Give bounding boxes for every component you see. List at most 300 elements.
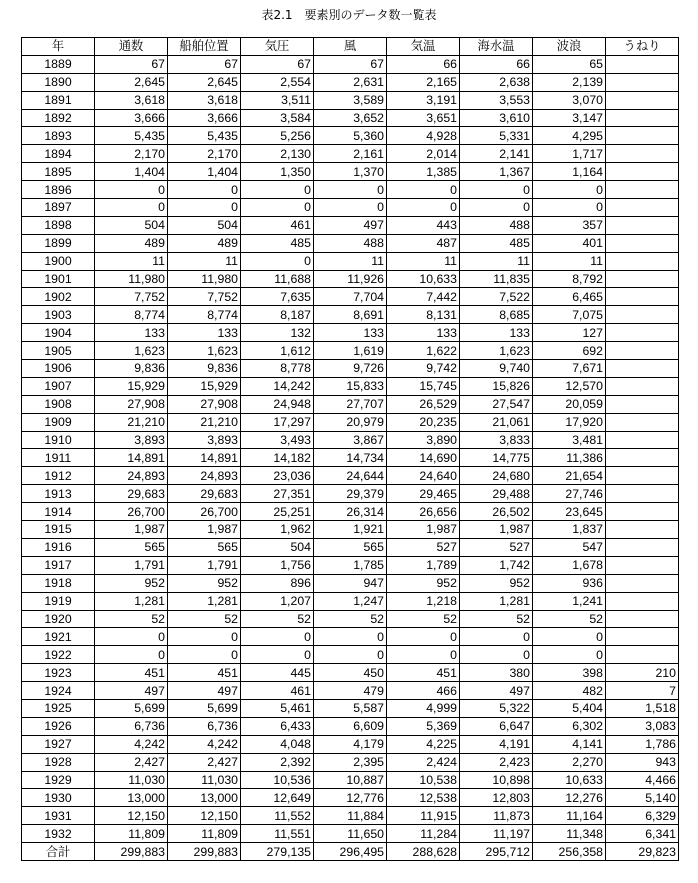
- pressure-cell: 11,551: [241, 825, 314, 843]
- air-temp-cell: 10,633: [387, 270, 460, 288]
- sea-temp-cell: 527: [460, 538, 533, 556]
- count-cell: 565: [95, 538, 168, 556]
- air-temp-cell: 2,014: [387, 145, 460, 163]
- wind-cell: 26,314: [314, 503, 387, 521]
- ship-position-cell: 0: [168, 199, 241, 217]
- year-cell: 1907: [22, 377, 95, 395]
- air-temp-cell: 52: [387, 610, 460, 628]
- count-cell: 0: [95, 646, 168, 664]
- swell-cell: [606, 467, 679, 485]
- year-cell: 1913: [22, 485, 95, 503]
- swell-cell: 1,518: [606, 699, 679, 717]
- swell-cell: [606, 592, 679, 610]
- table-row: [22, 521, 679, 539]
- pressure-cell: 0: [241, 252, 314, 270]
- column-header-swell: うねり: [606, 38, 679, 56]
- wind-cell: 5,587: [314, 699, 387, 717]
- wind-cell: 565: [314, 538, 387, 556]
- year-cell: 1902: [22, 288, 95, 306]
- air-temp-cell: 952: [387, 574, 460, 592]
- year-cell: 1911: [22, 449, 95, 467]
- sea-temp-cell: 0: [460, 181, 533, 199]
- total-air-temp-cell: 288,628: [387, 843, 460, 861]
- waves-cell: 17,920: [533, 413, 606, 431]
- air-temp-cell: 1,218: [387, 592, 460, 610]
- total-swell-cell: 29,823: [606, 843, 679, 861]
- ship-position-cell: 27,908: [168, 395, 241, 413]
- pressure-cell: 10,536: [241, 771, 314, 789]
- year-cell: 1890: [22, 73, 95, 91]
- waves-cell: 0: [533, 199, 606, 217]
- wind-cell: 947: [314, 574, 387, 592]
- count-cell: 24,893: [95, 467, 168, 485]
- column-header-air-temp: 気温: [387, 38, 460, 56]
- year-cell: 1932: [22, 825, 95, 843]
- sea-temp-cell: 488: [460, 216, 533, 234]
- pressure-cell: 2,130: [241, 145, 314, 163]
- pressure-cell: 1,962: [241, 521, 314, 539]
- sea-temp-cell: 8,685: [460, 306, 533, 324]
- count-cell: 9,836: [95, 360, 168, 378]
- pressure-cell: 25,251: [241, 503, 314, 521]
- count-cell: 2,170: [95, 145, 168, 163]
- pressure-cell: 5,461: [241, 699, 314, 717]
- swell-cell: [606, 181, 679, 199]
- year-cell: 1891: [22, 91, 95, 109]
- table-row: [22, 288, 679, 306]
- waves-cell: 1,678: [533, 556, 606, 574]
- count-cell: 12,150: [95, 807, 168, 825]
- sea-temp-cell: 9,740: [460, 360, 533, 378]
- sea-temp-cell: 133: [460, 324, 533, 342]
- swell-cell: [606, 360, 679, 378]
- ship-position-cell: 21,210: [168, 413, 241, 431]
- waves-cell: 547: [533, 538, 606, 556]
- count-cell: 0: [95, 628, 168, 646]
- ship-position-cell: 11,030: [168, 771, 241, 789]
- waves-cell: 20,059: [533, 395, 606, 413]
- pressure-cell: 4,048: [241, 735, 314, 753]
- pressure-cell: 445: [241, 664, 314, 682]
- waves-cell: 11,348: [533, 825, 606, 843]
- count-cell: 29,683: [95, 485, 168, 503]
- year-cell: 1914: [22, 503, 95, 521]
- pressure-cell: 8,187: [241, 306, 314, 324]
- waves-cell: 398: [533, 664, 606, 682]
- wind-cell: 1,921: [314, 521, 387, 539]
- air-temp-cell: 1,622: [387, 342, 460, 360]
- count-cell: 1,623: [95, 342, 168, 360]
- sea-temp-cell: 497: [460, 682, 533, 700]
- ship-position-cell: 11,980: [168, 270, 241, 288]
- air-temp-cell: 20,235: [387, 413, 460, 431]
- wind-cell: 2,395: [314, 753, 387, 771]
- swell-cell: [606, 395, 679, 413]
- table-row: [22, 503, 679, 521]
- sea-temp-cell: 11,197: [460, 825, 533, 843]
- wind-cell: 3,589: [314, 91, 387, 109]
- swell-cell: 6,341: [606, 825, 679, 843]
- air-temp-cell: 14,690: [387, 449, 460, 467]
- total-sea-temp-cell: 295,712: [460, 843, 533, 861]
- sea-temp-cell: 7,522: [460, 288, 533, 306]
- air-temp-cell: 2,424: [387, 753, 460, 771]
- table-row: [22, 181, 679, 199]
- waves-cell: 7,671: [533, 360, 606, 378]
- air-temp-cell: 5,369: [387, 717, 460, 735]
- count-cell: 13,000: [95, 789, 168, 807]
- waves-cell: 10,633: [533, 771, 606, 789]
- wind-cell: 450: [314, 664, 387, 682]
- air-temp-cell: 11: [387, 252, 460, 270]
- swell-cell: [606, 252, 679, 270]
- air-temp-cell: 0: [387, 199, 460, 217]
- pressure-cell: 3,493: [241, 431, 314, 449]
- pressure-cell: 3,584: [241, 109, 314, 127]
- waves-cell: 3,481: [533, 431, 606, 449]
- year-cell: 1894: [22, 145, 95, 163]
- column-header-ship-position: 船舶位置: [168, 38, 241, 56]
- waves-cell: 12,276: [533, 789, 606, 807]
- swell-cell: [606, 199, 679, 217]
- sea-temp-cell: 10,898: [460, 771, 533, 789]
- swell-cell: [606, 91, 679, 109]
- air-temp-cell: 133: [387, 324, 460, 342]
- sea-temp-cell: 485: [460, 234, 533, 252]
- count-cell: 1,987: [95, 521, 168, 539]
- table-row: [22, 145, 679, 163]
- pressure-cell: 2,392: [241, 753, 314, 771]
- count-cell: 2,645: [95, 73, 168, 91]
- pressure-cell: 461: [241, 216, 314, 234]
- waves-cell: 1,241: [533, 592, 606, 610]
- year-cell: 1924: [22, 682, 95, 700]
- table-row: [22, 431, 679, 449]
- ship-position-cell: 26,700: [168, 503, 241, 521]
- ship-position-cell: 3,893: [168, 431, 241, 449]
- pressure-cell: 3,511: [241, 91, 314, 109]
- sea-temp-cell: 0: [460, 646, 533, 664]
- swell-cell: 7: [606, 682, 679, 700]
- swell-cell: [606, 324, 679, 342]
- air-temp-cell: 4,928: [387, 127, 460, 145]
- ship-position-cell: 11,809: [168, 825, 241, 843]
- pressure-cell: 67: [241, 55, 314, 73]
- ship-position-cell: 52: [168, 610, 241, 628]
- waves-cell: 401: [533, 234, 606, 252]
- count-cell: 27,908: [95, 395, 168, 413]
- sea-temp-cell: 21,061: [460, 413, 533, 431]
- year-cell: 1928: [22, 753, 95, 771]
- table-row: [22, 73, 679, 91]
- wind-cell: 479: [314, 682, 387, 700]
- waves-cell: 27,746: [533, 485, 606, 503]
- ship-position-cell: 3,618: [168, 91, 241, 109]
- waves-cell: 357: [533, 216, 606, 234]
- sea-temp-cell: 1,281: [460, 592, 533, 610]
- wind-cell: 8,691: [314, 306, 387, 324]
- ship-position-cell: 4,242: [168, 735, 241, 753]
- ship-position-cell: 497: [168, 682, 241, 700]
- waves-cell: 11: [533, 252, 606, 270]
- air-temp-cell: 26,656: [387, 503, 460, 521]
- swell-cell: [606, 503, 679, 521]
- wind-cell: 29,379: [314, 485, 387, 503]
- table-row: [22, 485, 679, 503]
- wind-cell: 11: [314, 252, 387, 270]
- year-cell: 1892: [22, 109, 95, 127]
- waves-cell: 11,386: [533, 449, 606, 467]
- swell-cell: [606, 431, 679, 449]
- air-temp-cell: 443: [387, 216, 460, 234]
- pressure-cell: 5,256: [241, 127, 314, 145]
- table-row: [22, 413, 679, 431]
- swell-cell: 1,786: [606, 735, 679, 753]
- air-temp-cell: 26,529: [387, 395, 460, 413]
- wind-cell: 67: [314, 55, 387, 73]
- swell-cell: [606, 521, 679, 539]
- wind-cell: 6,609: [314, 717, 387, 735]
- count-cell: 21,210: [95, 413, 168, 431]
- table-row: [22, 807, 679, 825]
- count-cell: 952: [95, 574, 168, 592]
- wind-cell: 3,652: [314, 109, 387, 127]
- swell-cell: [606, 413, 679, 431]
- pressure-cell: 24,948: [241, 395, 314, 413]
- sea-temp-cell: 24,680: [460, 467, 533, 485]
- pressure-cell: 6,433: [241, 717, 314, 735]
- ship-position-cell: 7,752: [168, 288, 241, 306]
- year-cell: 1923: [22, 664, 95, 682]
- year-cell: 1898: [22, 216, 95, 234]
- data-table: [21, 37, 679, 861]
- table-row: [22, 664, 679, 682]
- air-temp-cell: 66: [387, 55, 460, 73]
- wind-cell: 20,979: [314, 413, 387, 431]
- table-row: [22, 628, 679, 646]
- year-cell: 1900: [22, 252, 95, 270]
- swell-cell: [606, 216, 679, 234]
- pressure-cell: 14,182: [241, 449, 314, 467]
- pressure-cell: 14,242: [241, 377, 314, 395]
- waves-cell: 692: [533, 342, 606, 360]
- air-temp-cell: 527: [387, 538, 460, 556]
- count-cell: 2,427: [95, 753, 168, 771]
- year-cell: 1925: [22, 699, 95, 717]
- pressure-cell: 1,350: [241, 163, 314, 181]
- ship-position-cell: 13,000: [168, 789, 241, 807]
- swell-cell: [606, 377, 679, 395]
- air-temp-cell: 1,987: [387, 521, 460, 539]
- count-cell: 52: [95, 610, 168, 628]
- sea-temp-cell: 29,488: [460, 485, 533, 503]
- waves-cell: 3,070: [533, 91, 606, 109]
- column-header-year: 年: [22, 38, 95, 56]
- ship-position-cell: 133: [168, 324, 241, 342]
- swell-cell: 6,329: [606, 807, 679, 825]
- pressure-cell: 0: [241, 181, 314, 199]
- count-cell: 497: [95, 682, 168, 700]
- air-temp-cell: 12,538: [387, 789, 460, 807]
- table-row: [22, 753, 679, 771]
- wind-cell: 1,785: [314, 556, 387, 574]
- year-cell: 1901: [22, 270, 95, 288]
- air-temp-cell: 29,465: [387, 485, 460, 503]
- sea-temp-cell: 6,647: [460, 717, 533, 735]
- year-cell: 1904: [22, 324, 95, 342]
- ship-position-cell: 3,666: [168, 109, 241, 127]
- ship-position-cell: 1,987: [168, 521, 241, 539]
- ship-position-cell: 565: [168, 538, 241, 556]
- air-temp-cell: 7,442: [387, 288, 460, 306]
- wind-cell: 24,644: [314, 467, 387, 485]
- year-cell: 1918: [22, 574, 95, 592]
- sea-temp-cell: 3,833: [460, 431, 533, 449]
- year-cell: 1920: [22, 610, 95, 628]
- year-cell: 1917: [22, 556, 95, 574]
- column-header-sea-temp: 海水温: [460, 38, 533, 56]
- count-cell: 11: [95, 252, 168, 270]
- waves-cell: 12,570: [533, 377, 606, 395]
- column-header-waves: 波浪: [533, 38, 606, 56]
- year-cell: 1922: [22, 646, 95, 664]
- sea-temp-cell: 52: [460, 610, 533, 628]
- pressure-cell: 52: [241, 610, 314, 628]
- wind-cell: 0: [314, 199, 387, 217]
- ship-position-cell: 29,683: [168, 485, 241, 503]
- year-cell: 1916: [22, 538, 95, 556]
- pressure-cell: 1,612: [241, 342, 314, 360]
- air-temp-cell: 3,890: [387, 431, 460, 449]
- year-cell: 1896: [22, 181, 95, 199]
- wind-cell: 11,884: [314, 807, 387, 825]
- count-cell: 504: [95, 216, 168, 234]
- wind-cell: 1,619: [314, 342, 387, 360]
- pressure-cell: 0: [241, 646, 314, 664]
- total-row: [22, 843, 679, 861]
- air-temp-cell: 487: [387, 234, 460, 252]
- air-temp-cell: 24,640: [387, 467, 460, 485]
- year-cell: 1893: [22, 127, 95, 145]
- total-count-cell: 299,883: [95, 843, 168, 861]
- table-row: [22, 789, 679, 807]
- pressure-cell: 0: [241, 199, 314, 217]
- sea-temp-cell: 11,835: [460, 270, 533, 288]
- table-row: [22, 395, 679, 413]
- sea-temp-cell: 5,322: [460, 699, 533, 717]
- year-cell: 1930: [22, 789, 95, 807]
- pressure-cell: 12,649: [241, 789, 314, 807]
- count-cell: 3,666: [95, 109, 168, 127]
- swell-cell: 943: [606, 753, 679, 771]
- waves-cell: 5,404: [533, 699, 606, 717]
- wind-cell: 15,833: [314, 377, 387, 395]
- table-row: [22, 360, 679, 378]
- swell-cell: 3,083: [606, 717, 679, 735]
- table-row: [22, 324, 679, 342]
- count-cell: 14,891: [95, 449, 168, 467]
- sea-temp-cell: 66: [460, 55, 533, 73]
- year-cell: 1919: [22, 592, 95, 610]
- sea-temp-cell: 0: [460, 199, 533, 217]
- wind-cell: 0: [314, 181, 387, 199]
- ship-position-cell: 8,774: [168, 306, 241, 324]
- year-cell: 1915: [22, 521, 95, 539]
- count-cell: 3,618: [95, 91, 168, 109]
- waves-cell: 0: [533, 181, 606, 199]
- year-cell: 1927: [22, 735, 95, 753]
- swell-cell: [606, 55, 679, 73]
- air-temp-cell: 1,789: [387, 556, 460, 574]
- ship-position-cell: 9,836: [168, 360, 241, 378]
- wind-cell: 12,776: [314, 789, 387, 807]
- count-cell: 15,929: [95, 377, 168, 395]
- ship-position-cell: 2,170: [168, 145, 241, 163]
- wind-cell: 1,370: [314, 163, 387, 181]
- total-label: 合計: [22, 843, 95, 861]
- year-cell: 1897: [22, 199, 95, 217]
- air-temp-cell: 15,745: [387, 377, 460, 395]
- wind-cell: 0: [314, 628, 387, 646]
- table-row: [22, 216, 679, 234]
- year-cell: 1889: [22, 55, 95, 73]
- count-cell: 0: [95, 181, 168, 199]
- pressure-cell: 504: [241, 538, 314, 556]
- table-row: [22, 610, 679, 628]
- total-pressure-cell: 279,135: [241, 843, 314, 861]
- wind-cell: 27,707: [314, 395, 387, 413]
- pressure-cell: 7,635: [241, 288, 314, 306]
- wind-cell: 488: [314, 234, 387, 252]
- sea-temp-cell: 4,191: [460, 735, 533, 753]
- table-row: [22, 771, 679, 789]
- table-row: [22, 717, 679, 735]
- column-header-count: 通数: [95, 38, 168, 56]
- count-cell: 0: [95, 199, 168, 217]
- swell-cell: [606, 342, 679, 360]
- count-cell: 4,242: [95, 735, 168, 753]
- count-cell: 5,699: [95, 699, 168, 717]
- count-cell: 8,774: [95, 306, 168, 324]
- ship-position-cell: 2,427: [168, 753, 241, 771]
- count-cell: 6,736: [95, 717, 168, 735]
- ship-position-cell: 12,150: [168, 807, 241, 825]
- table-row: [22, 127, 679, 145]
- waves-cell: 7,075: [533, 306, 606, 324]
- sea-temp-cell: 11,873: [460, 807, 533, 825]
- table-row: [22, 538, 679, 556]
- air-temp-cell: 0: [387, 181, 460, 199]
- waves-cell: 936: [533, 574, 606, 592]
- ship-position-cell: 24,893: [168, 467, 241, 485]
- table-row: [22, 306, 679, 324]
- total-ship-position-cell: 299,883: [168, 843, 241, 861]
- waves-cell: 11,164: [533, 807, 606, 825]
- air-temp-cell: 4,999: [387, 699, 460, 717]
- waves-cell: 482: [533, 682, 606, 700]
- waves-cell: 2,270: [533, 753, 606, 771]
- swell-cell: [606, 574, 679, 592]
- count-cell: 11,980: [95, 270, 168, 288]
- waves-cell: 0: [533, 628, 606, 646]
- year-cell: 1906: [22, 360, 95, 378]
- count-cell: 3,893: [95, 431, 168, 449]
- air-temp-cell: 0: [387, 628, 460, 646]
- count-cell: 1,791: [95, 556, 168, 574]
- wind-cell: 11,926: [314, 270, 387, 288]
- wind-cell: 10,887: [314, 771, 387, 789]
- wind-cell: 1,247: [314, 592, 387, 610]
